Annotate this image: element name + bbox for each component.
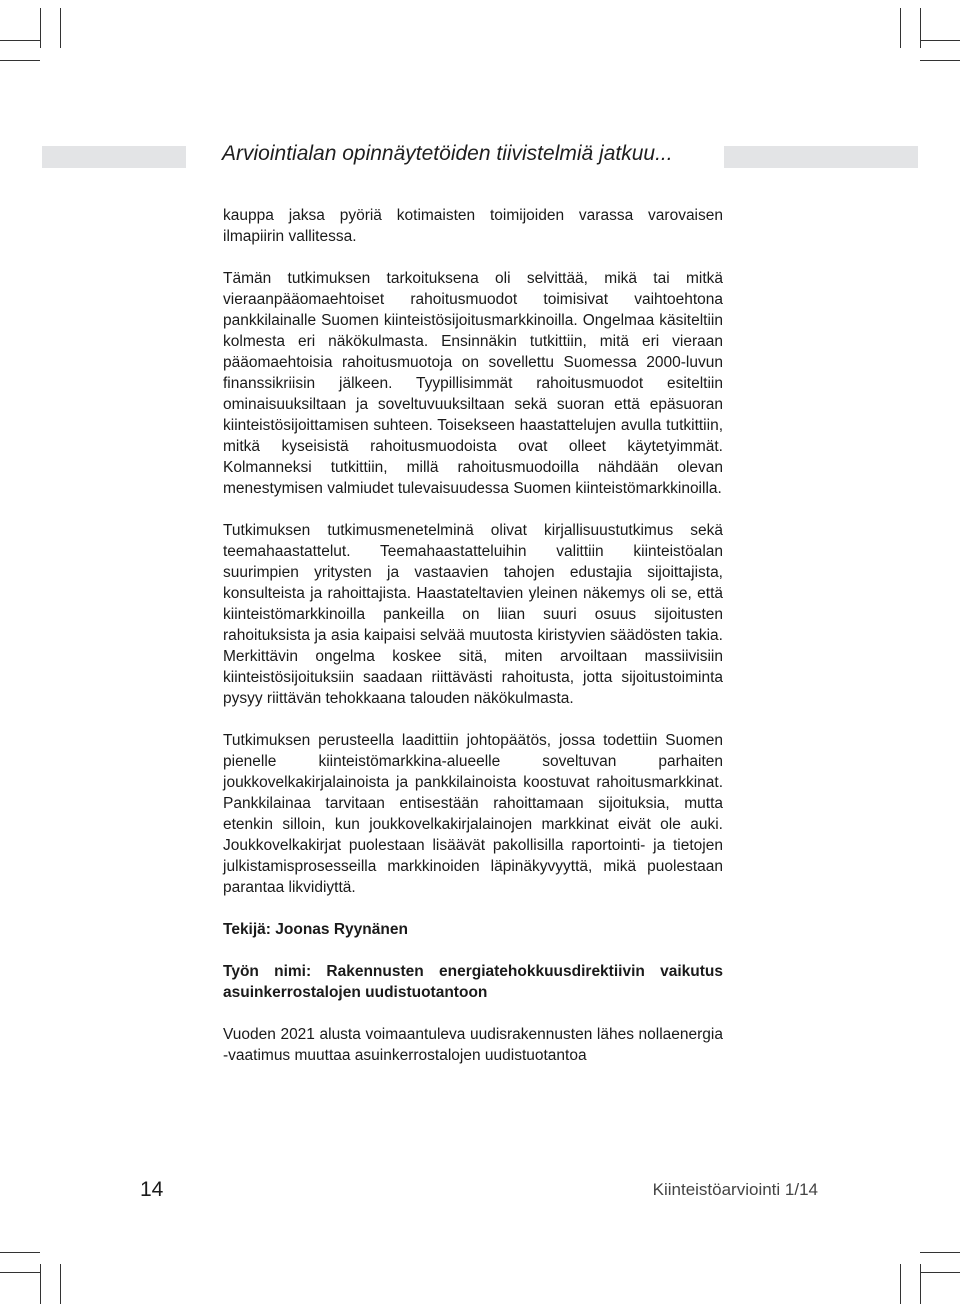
crop-mark xyxy=(900,8,901,48)
page-number: 14 xyxy=(140,1178,164,1201)
body-paragraph: Tutkimuksen perusteella laadittiin johtopäätös, jossa todettiin Suomen pienelle kiinteistömarkkina-alueelle soveltuvan parhaiten joukkovelkakirjalainoista ja pankkilainoista koostuvat rahoitusmarkkinat. Pankkilainaa tarvitaan entisestään rahoittamaan sijoituksia, mutta etenkin silloin, kun joukkovelkakirjalainojen markkinat eivät ole auki. Joukkovelkakirjat puolestaan lisäävät pakollisilla raportointi- ja tietojen julkistamisprosesseilla markkinoiden läpinäkyvyyttä, mikä puolestaan parantaa likvidiyttä. xyxy=(223,732,723,896)
crop-mark xyxy=(900,1264,901,1304)
crop-mark xyxy=(0,1272,40,1273)
body-paragraph: Tämän tutkimuksen tarkoituksena oli selvittää, mikä tai mitkä vieraanpääomaehtoiset rahoitusmuodot toimisivat vaihtoehtona pankkilainalle Suomen kiinteistösijoitusmarkkinoilla. Ongelmaa käsiteltiin kolmesta eri näkökulmasta. Ensinnäkin tutkittiin, mitä eri vieraan pääomaehtoisia rahoitusmuotoja on sovellettu Suomessa 2000-luvun finanssikriisin jälkeen. Tyypillisimmät rahoitusmuodot esiteltiin ominaisuuksiltaan ja soveltuvuuksiltaan sekä suoran että epäsuoran kiinteistösijoittamisen suhteen. Toisekseen haastattelujen avulla tutkittiin, mitkä kyseisistä rahoitusmuodoista ovat olleet käytetyimmät. Kolmanneksi tutkittiin, millä rahoitusmuodoilla nähdään olevan menestymisen valmiudet tulevaisuudessa Suomen kiinteistömarkkinoilla. xyxy=(223,270,723,497)
body-paragraph: Vuoden 2021 alusta voimaantuleva uudisrakennusten lähes nollaenergia -vaatimus muuttaa asuinkerrostalojen uudistuotantoa xyxy=(223,1026,723,1064)
author-line: Tekijä: Joonas Ryynänen xyxy=(223,921,408,938)
crop-mark xyxy=(40,8,41,48)
crop-mark xyxy=(920,40,960,41)
crop-mark xyxy=(40,1264,41,1304)
crop-mark xyxy=(920,1252,960,1253)
crop-mark xyxy=(60,1264,61,1304)
crop-mark xyxy=(0,1252,40,1253)
crop-mark xyxy=(920,60,960,61)
crop-mark xyxy=(920,1272,960,1273)
crop-mark xyxy=(920,1264,921,1304)
crop-mark xyxy=(0,40,40,41)
crop-mark xyxy=(920,8,921,48)
crop-mark xyxy=(0,60,40,61)
header-bar-left xyxy=(42,146,186,168)
work-title-line: Työn nimi: Rakennusten energiatehokkuusdirektiivin vaikutus asuinkerrostalojen uudistuotantoon xyxy=(223,963,723,1001)
body-paragraph: Tutkimuksen tutkimusmenetelminä olivat kirjallisuustutkimus sekä teemahaastattelut. Teemahaastatteluihin valittiin kiinteistöalan suurimpien yritysten ja vastaavien tahojen edustajia sijoittajista, konsulteista ja rahoittajista. Haastateltavien yleinen näkemys oli se, että kiinteistömarkkinoilla pankeilla on liian suuri osuus sijoitusten rahoituksista ja asia kaipaisi selvää muutosta kiristyvien säädösten takia. Merkittävin ongelma koskee sitä, miten arvoiltaan massiivisiin kiinteistösijoituksiin saadaan riittävästi rahoitusta, jotta sijoitustoiminta pysyy riittävän tehokkaana talouden näkökulmasta. xyxy=(223,522,723,707)
body-paragraph: kauppa jaksa pyöriä kotimaisten toimijoiden varassa varovaisen ilmapiirin vallitessa. xyxy=(223,207,723,245)
header-bar-right xyxy=(724,146,918,168)
running-header-title: Arviointialan opinnäytetöiden tiivistelmiä jatkuu... xyxy=(222,142,673,165)
article-body xyxy=(223,205,723,1087)
crop-mark xyxy=(60,8,61,48)
journal-issue: Kiinteistöarviointi 1/14 xyxy=(652,1180,818,1199)
